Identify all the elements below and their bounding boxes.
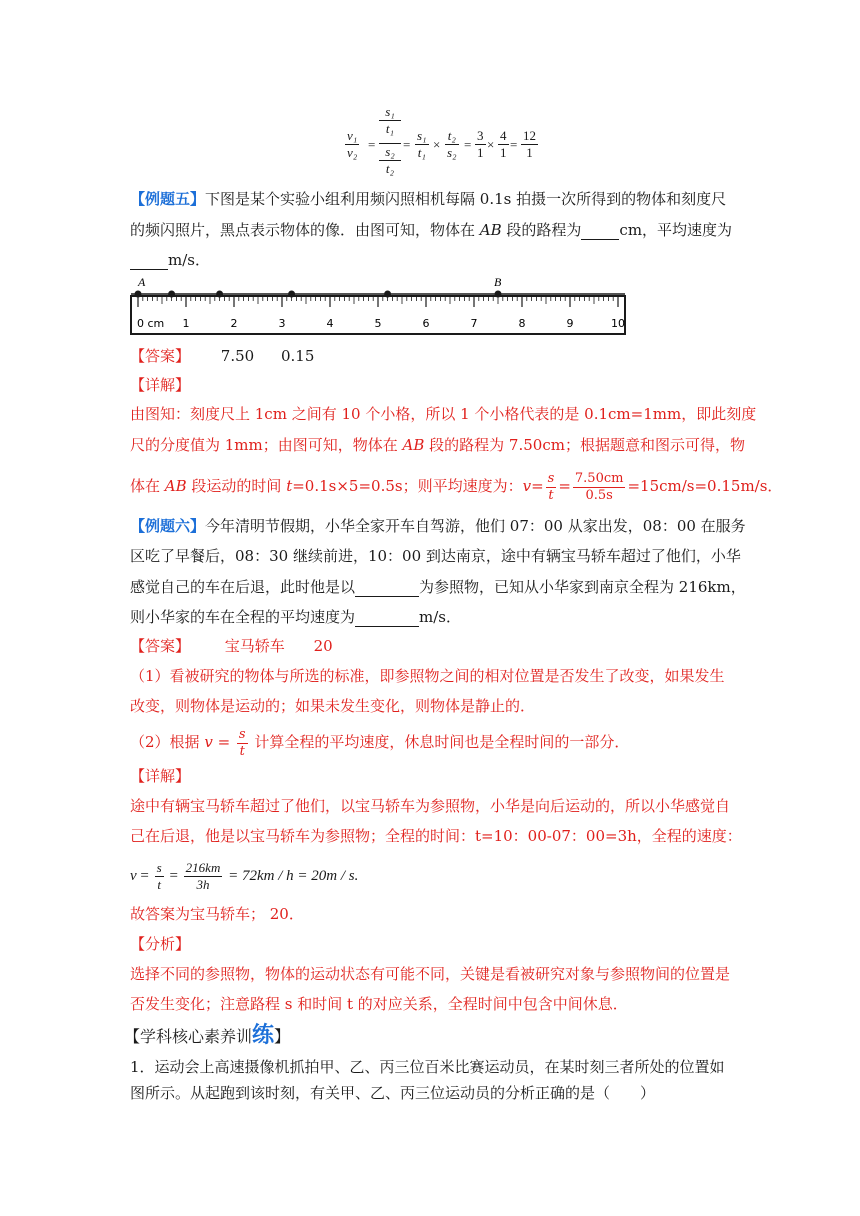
ex5-ab: AB [479, 221, 502, 239]
ex5-text-2c: cm，平均速度为 [619, 221, 733, 239]
compound-s2: s₂ [379, 143, 401, 160]
section-title-a: 【学科核心素养训 [124, 1027, 253, 1046]
ex6-f-v: v [130, 868, 137, 884]
ex6-answer-tag: 【答案】 [130, 637, 191, 655]
ex6-f-t: t [157, 877, 161, 893]
ex5-detail-3 [130, 466, 783, 506]
fraction-3: 3 [477, 128, 484, 143]
ex5-frac-den: 0.5s [585, 487, 613, 503]
ex6-line-2: 区吃了早餐后，08：30 继续前进，10：00 到达南京，途中有辆宝马轿车超过了他们，小华 [130, 547, 741, 565]
compound-s1: s₁ [385, 104, 395, 119]
ex5-text-2b: 段的路程为 [501, 221, 582, 239]
ex5-d3-eq2: = [558, 477, 571, 495]
ex5-d3-end: =15cm/s=0.15m/s． [627, 477, 783, 495]
ex5-text-3: m/s． [168, 251, 210, 269]
ruler-figure [126, 272, 632, 338]
fraction-4-den: 1 [500, 145, 507, 160]
ex5-answer-line [130, 346, 730, 366]
ex6-detail-1: 途中有辆宝马轿车超过了他们，以宝马轿车为参照物，小华是向后运动的，所以小华感觉自 [130, 797, 731, 815]
ex6-f-end: = 72km / h = 20m / s. [224, 868, 359, 884]
ex5-text-2a: 的频闪照片，黑点表示物体的像．由图可知，物体在 [130, 221, 480, 239]
object-image-dot [216, 291, 223, 298]
fraction-12: 12 [523, 128, 536, 143]
ex6-point-1b: 改变，则物体是运动的；如果未发生变化，则物体是静止的． [130, 697, 536, 715]
ex6-f-s: s [156, 860, 162, 876]
ruler-tick-label: 2 [230, 317, 238, 330]
ex5-d3c: =0.1s×5=0.5s；则平均速度为： [292, 477, 523, 495]
ex6-text-4a: 则小华家的车在全程的平均速度为 [130, 608, 356, 626]
times-sign: × [433, 137, 441, 152]
ex5-line-2 [130, 219, 733, 240]
ex6-formula [130, 854, 730, 898]
object-image-dot [288, 291, 295, 298]
ex5-line-1 [130, 189, 730, 209]
ruler-tick-label: 0 cm [137, 317, 165, 330]
ex6-answer-1: 宝马轿车 [224, 637, 285, 655]
fraction-3-den: 1 [477, 145, 484, 160]
ex6-p2a: （2）根据 [130, 733, 205, 751]
ratio-s2: s₂ [447, 145, 457, 160]
ex5-answer-2: 0.15 [280, 347, 315, 365]
ex5-d2-ab: AB [402, 436, 425, 454]
compound-t2: t₂ [379, 160, 401, 177]
ex6-p2-s: s [238, 726, 246, 742]
ex5-tag: 【例题五】 [130, 190, 206, 208]
fraction-12-den: 1 [526, 145, 533, 160]
ex5-d3-t: t [286, 477, 293, 495]
q1-line-1: 1．运动会上高速摄像机抓拍甲、乙、丙三位百米比赛运动员，在某时刻三者所处的位置如 [130, 1058, 725, 1076]
ruler-tick-label: 3 [278, 317, 286, 330]
ratio-t1: t₁ [417, 145, 426, 160]
ex6-p2-t: t [239, 743, 245, 759]
equals-sign: = [403, 137, 411, 152]
speed-ratio-formula [343, 104, 543, 184]
equals-sign: = [464, 137, 472, 152]
ex5-text-1: 下图是某个实验小组利用频闪照相机每隔 0.1s 拍摄一次所得到的物体和刻度尺 [205, 190, 727, 208]
ex6-line-3 [130, 576, 746, 597]
ex6-blank-speed [355, 606, 419, 627]
ex6-text-3a: 感觉自己的车在后退，此时他是以 [130, 578, 356, 596]
ruler-tick-label: 8 [518, 317, 526, 330]
ex6-point-1a: （1）看被研究的物体与所选的标准，即参照物之间的相对位置是否发生了改变，如果发生 [130, 667, 725, 685]
ruler-tick-label: 1 [182, 317, 190, 330]
equals-sign: = [510, 137, 518, 152]
ex5-answer-tag: 【答案】 [130, 347, 191, 365]
object-image-dot [168, 291, 175, 298]
ex5-detail-tag: 【详解】 [130, 376, 191, 394]
ex6-p2-v: v [204, 733, 213, 751]
ruler-tick-label: 4 [326, 317, 334, 330]
ex6-answer-line [130, 636, 730, 656]
ex6-text-4b: m/s． [419, 608, 461, 626]
q1-line-2: 图所示。从起跑到该时刻，有关甲、乙、丙三位运动员的分析正确的是（ ） [130, 1084, 656, 1102]
ex6-p2b: 计算全程的平均速度，休息时间也是全程时间的一部分． [249, 733, 630, 751]
ex6-detail-4: 故答案为宝马轿车； 20． [130, 905, 304, 923]
ruler-tick-label: 10 [611, 317, 625, 330]
ex5-frac-s: s [547, 470, 555, 486]
ex5-answer-1: 7.50 [220, 347, 255, 365]
ex5-d2b: 段的路程为 7.50cm；根据题意和图示可得，物 [424, 436, 745, 454]
ex5-detail-1: 由图知：刻度尺上 1cm 之间有 10 个小格，所以 1 个小格代表的是 0.1cm=1mm，即此刻度 [130, 405, 757, 423]
ex6-analysis-1: 选择不同的参照物，物体的运动状态有可能不同，关键是看被研究对象与参照物间的位置是 [130, 965, 731, 983]
ex6-line-4 [130, 606, 730, 627]
object-image-dot [384, 291, 391, 298]
section-title-b: 】 [274, 1027, 291, 1046]
ex5-d3-v: v [522, 477, 532, 495]
ex5-frac-num: 7.50cm [574, 470, 624, 486]
compound-t1: t₁ [379, 120, 401, 137]
ex6-f-num: 216km [185, 860, 221, 876]
ex6-line-1 [130, 516, 746, 536]
ratio-s1: s₁ [417, 128, 427, 143]
ratio-t2: t₂ [445, 128, 459, 145]
object-image-dot [495, 291, 502, 298]
ex6-f-eq: = [136, 868, 153, 884]
ex5-frac-t: t [548, 487, 554, 503]
ex6-answer-2: 20 [313, 637, 333, 655]
object-image-dot [135, 291, 142, 298]
ex6-detail-2: 己在后退，他是以宝马轿车为参照物；全程的时间：t=10：00-07：00=3h，全程的速度： [130, 827, 742, 845]
ruler-tick-label: 5 [374, 317, 382, 330]
ex5-d2a: 尺的分度值为 1mm；由图可知，物体在 [130, 436, 403, 454]
times-sign: × [487, 137, 495, 152]
ex5-d3-eq: = [531, 477, 544, 495]
ex6-f-den: 3h [196, 877, 210, 893]
lhs-denominator: v₂ [347, 145, 358, 160]
ex5-d3-ab: AB [164, 477, 187, 495]
lhs-numerator: v₁ [347, 128, 358, 143]
ruler-tick-label: 6 [422, 317, 430, 330]
point-a-label: A [138, 275, 146, 289]
ex6-tag: 【例题六】 [130, 517, 206, 535]
ex5-d3a: 体在 [130, 477, 165, 495]
ex6-text-1: 今年清明节假期，小华全家开车自驾游，他们 07：00 从家出发，08：00 在服务 [205, 517, 746, 535]
ex6-detail-tag: 【详解】 [130, 767, 191, 785]
fraction-4: 4 [500, 128, 507, 143]
section-heading [124, 1022, 290, 1050]
ex6-text-3b: 为参照物，已知从小华家到南京全程为 216km， [419, 578, 746, 596]
ex5-line-3 [130, 249, 730, 270]
point-b-label: B [494, 275, 502, 289]
ex5-d3b: 段运动的时间 [186, 477, 287, 495]
ex6-blank-reference [355, 576, 419, 597]
ex6-point-2 [130, 722, 730, 762]
ex6-analysis-2: 否发生变化；注意路程 s 和时间 t 的对应关系，全程时间中包含中间休息． [130, 995, 628, 1013]
ex5-blank-speed [130, 249, 168, 270]
ex6-f-eq2: = [165, 868, 182, 884]
ruler-tick-label: 9 [566, 317, 574, 330]
ex6-analysis-tag: 【分析】 [130, 935, 191, 953]
ex5-detail-2 [130, 435, 745, 455]
equals-sign: = [368, 137, 376, 152]
section-title-emphasis: 练 [252, 1022, 275, 1048]
ex6-p2-eq: = [212, 733, 235, 751]
ruler-tick-label: 7 [470, 317, 478, 330]
ex5-blank-distance [581, 219, 619, 240]
